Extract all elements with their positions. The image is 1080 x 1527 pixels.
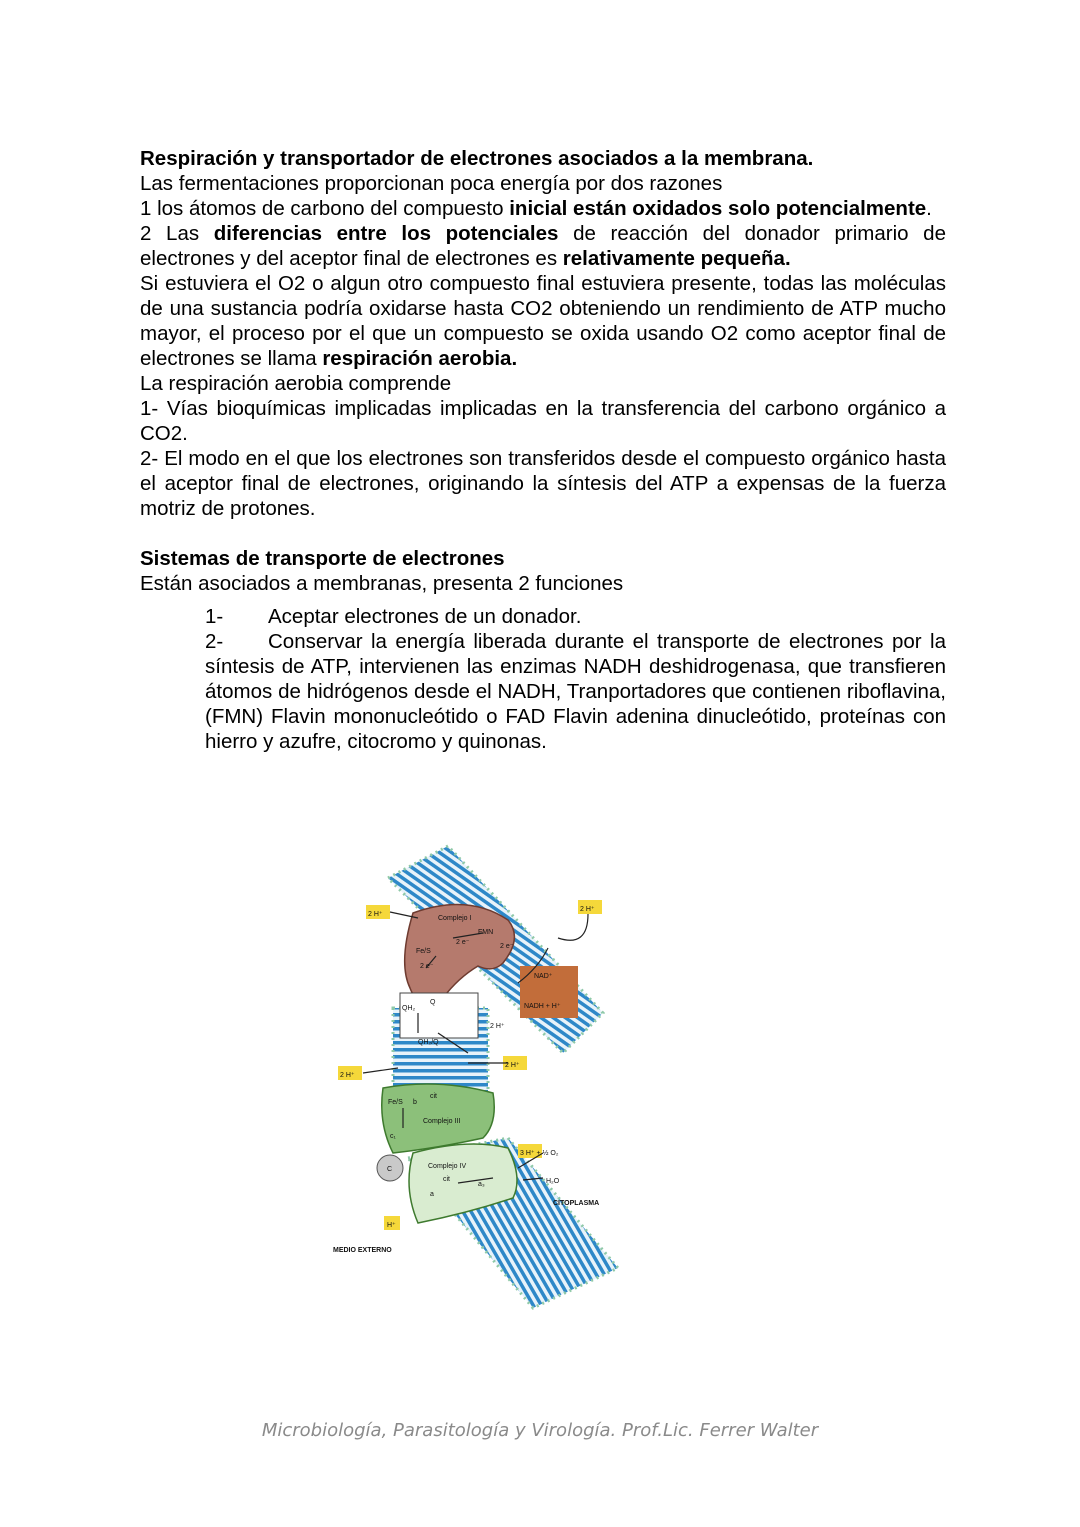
label: CITOPLASMA — [553, 1200, 600, 1207]
label: NAD⁺ — [534, 973, 553, 980]
label: cit — [430, 1093, 437, 1100]
label: a — [430, 1191, 434, 1198]
page-footer: Microbiología, Parasitología y Virología. Prof.Lic. Ferrer Walter — [261, 1420, 819, 1441]
label: 2 e⁻ — [500, 943, 514, 950]
list-text: Conservar la energía liberada durante el transporte de electrones por la síntesis de ATP, intervienen las enzimas NADH deshidrogenasa, que transfieren átomos de hidrógenos desde el NADH, Tranportadores que contienen riboflavina, (FMN) Flavin mononucleótido o FAD Flavin adenina dinucleótido, proteínas con hierro y azufre, citocromo y quinonas. — [205, 630, 946, 753]
electron-transport-figure — [318, 838, 628, 1318]
label: 2 H⁺ — [340, 1072, 355, 1079]
text-run: 1 los átomos de carbono del compuesto — [140, 197, 510, 220]
label: Fe/S — [388, 1099, 403, 1106]
label: 3 H⁺ + ½ O₂ — [520, 1150, 559, 1157]
label: FMN — [478, 929, 494, 936]
section-heading-sistemas: Sistemas de transporte de electrones — [140, 547, 505, 570]
text-run: 2 Las — [140, 222, 214, 245]
label: Fe/S — [416, 948, 431, 955]
text-run: de reacción del donador primario de electrones y del aceptor final de electrones es — [140, 222, 946, 270]
label: MEDIO EXTERNO — [333, 1247, 392, 1254]
label: QH₂/Q — [418, 1039, 439, 1046]
list-item — [205, 629, 946, 754]
paragraph-intro: Las fermentaciones proporcionan poca energía por dos razones — [140, 172, 723, 195]
label: QH₂ — [402, 1005, 416, 1012]
label: 2 H⁺ — [368, 911, 383, 918]
membrane-diagram — [318, 838, 628, 1318]
paragraph-aerobic — [140, 271, 946, 371]
paragraph-item-2: 2- El modo en el que los electrones son transferidos desde el compuesto orgánico hasta el aceptor final de electrones, originando la síntesis del ATP a expensas de la fuerza motriz de protones. — [140, 447, 946, 520]
label: a₃ — [478, 1181, 485, 1188]
label: Complejo III — [423, 1118, 461, 1125]
paragraph-reason-1 — [140, 196, 946, 221]
label: cit — [443, 1176, 450, 1183]
quinone-pool — [400, 993, 478, 1038]
label: H⁺ — [387, 1222, 396, 1229]
label: Complejo IV — [428, 1163, 467, 1170]
label: 2 H⁺ — [505, 1062, 520, 1069]
list-text: Aceptar electrones de un donador. — [268, 605, 582, 628]
label: H₂O — [546, 1178, 560, 1185]
label: Q — [430, 999, 436, 1006]
label: 2 e⁻ — [456, 939, 470, 946]
paragraph-reason-2 — [140, 221, 946, 271]
label: Complejo I — [438, 915, 472, 922]
document-body — [140, 146, 946, 754]
section-heading-respiracion: Respiración y transportador de electrones asociados a la membrana. — [140, 147, 814, 170]
bold-run: diferencias entre los potenciales — [213, 222, 559, 245]
list-number: 2- — [205, 630, 224, 653]
label: 2 H⁺ — [490, 1023, 505, 1030]
paragraph-comprende: La respiración aerobia comprende — [140, 372, 452, 395]
text-run: Si estuviera el O2 o algun otro compuesto final estuviera presente, todas las moléculas de una sustancia podría oxidarse hasta CO2 obteniendo un rendimiento de ATP mucho mayor, el proceso por el que un compuesto se oxida usando O2 como aceptor final de electrones se llama — [140, 272, 946, 370]
bold-run: respiración aerobia. — [322, 347, 518, 370]
label: NADH + H⁺ — [524, 1003, 561, 1010]
label: b — [413, 1099, 417, 1106]
spacer — [140, 521, 946, 546]
bold-run: inicial están oxidados solo potencialmente — [509, 197, 927, 220]
paragraph-item-1: 1- Vías bioquímicas implicadas implicadas en la transferencia del carbono orgánico a CO2. — [140, 397, 946, 445]
paragraph-sistemas-intro: Están asociados a membranas, presenta 2 funciones — [140, 572, 624, 595]
label: 2 H⁺ — [580, 906, 595, 913]
label: C — [387, 1166, 393, 1173]
text-run: . — [926, 197, 932, 220]
list-item — [205, 604, 946, 629]
functions-list — [205, 604, 946, 754]
list-number: 1- — [205, 605, 224, 628]
bold-run: relativamente pequeña. — [562, 247, 791, 270]
label: 2 e⁻ — [420, 963, 434, 970]
label: c₁ — [390, 1133, 396, 1140]
